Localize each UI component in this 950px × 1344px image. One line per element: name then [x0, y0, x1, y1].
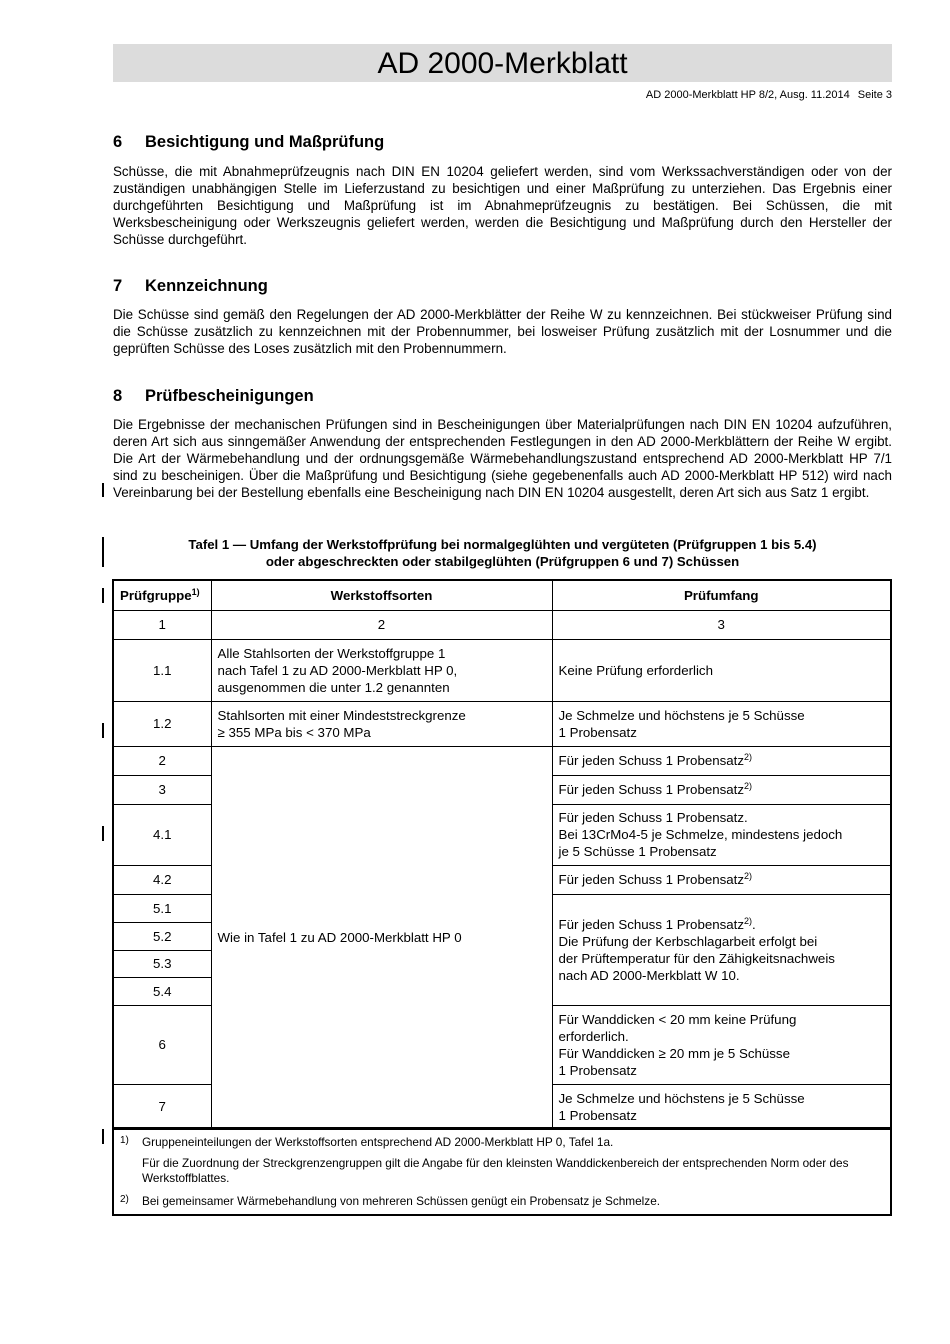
table-row	[113, 639, 891, 701]
change-bar	[102, 723, 104, 738]
footnote-ref: 2)	[744, 752, 753, 762]
footnote-ref: 2)	[744, 871, 753, 881]
table-header-row	[113, 580, 891, 610]
section-title: Prüfbescheinigungen	[145, 387, 314, 405]
column-number: 3	[552, 610, 891, 639]
group-cell: 3	[113, 775, 211, 804]
section-text-7: Die Schüsse sind gemäß den Regelungen der AD 2000-Merkblätter der Reihe W zu kennzeichnen. Bei stückweiser Prüfung sind die Schüsse zusätzlich zu kennzeichnen mit der Probennummer, bei losweiser Prüfung zusätzlich mit der Losnummer und die geprüften Schüsse des Loses zusätzlich mit den Probennummern.	[113, 307, 892, 356]
change-bar	[102, 588, 104, 603]
table-footnotes	[112, 1127, 892, 1216]
group-cell: 5.2	[113, 922, 211, 950]
change-bar	[102, 826, 104, 841]
section-number: 6	[113, 133, 123, 151]
section-text-6: Schüsse, die mit Abnahmeprüfzeugnis nach DIN EN 10204 geliefert werden, sind vom Werkssachverständigen oder von der zuständigen unabhängigen Stelle im Lieferzustand zu besichtigen und einer Maßprüfung zu unterziehen. Das Ergebnis einer durchgeführten Besichtigung und Maßprüfung ist im Abnahmeprüfzeugnis zu bestätigen. Bei Schüssen, die mit Werksbescheinigung oder Werkszeugnis geliefert werden, werden die Besichtigung und Maßprüfung durch den Hersteller der Schüsse durchgeführt.	[113, 164, 892, 247]
grade-cell: Alle Stahlsorten der Werkstoffgruppe 1 nach Tafel 1 zu AD 2000-Merkblatt HP 0, ausgenommen die unter 1.2 genannten	[211, 639, 552, 701]
table-column-number-row	[113, 610, 891, 639]
test-scope-table	[112, 579, 892, 1130]
group-cell: 6	[113, 1005, 211, 1084]
table-caption	[113, 536, 892, 570]
header-pruefgruppe: Prüfgruppe$^{1)}$	[113, 580, 211, 610]
page-number: Seite 3	[857, 89, 892, 101]
group-cell: 2	[113, 746, 211, 775]
scope-cell: Für jeden Schuss 1 Probensatz$^{2)}$	[552, 746, 891, 775]
section-text-8: Die Ergebnisse der mechanischen Prüfungen sind in Bescheinigungen über Materialprüfungen nach DIN EN 10204 aufzuführen, deren Art sich aus sinngemäßer Anwendung der entsprechenden Festlegungen in den AD 2000-Merkblättern der Reihe W ergibt. Die Art der Wärmebehandlung und der ordnungsgemäße Wärmebehandlungszustand entsprechend AD 2000-Merkblatt HP 7/1 sind zu bescheinigen. Über die Maßprüfung und Besichtigung (siehe gegebenenfalls auch AD 2000-Merkblatt HP 512) wird nach Vereinbarung bei der Bestellung ebenfalls eine Bescheinigung nach DIN EN 10204 ausgestellt, deren Art sich aus Satz 1 ergibt.	[113, 417, 892, 500]
scope-cell: Je Schmelze und höchstens je 5 Schüsse 1 Probensatz	[552, 701, 891, 746]
merged-grade-cell: Wie in Tafel 1 zu AD 2000-Merkblatt HP 0	[211, 746, 552, 1129]
doc-id: AD 2000-Merkblatt HP 8/2, Ausg. 11.2014	[645, 89, 850, 101]
section-heading-6	[113, 133, 384, 152]
section-heading-7	[113, 277, 268, 296]
group-cell: 7	[113, 1084, 211, 1129]
footnote-ref: 2)	[744, 781, 753, 791]
section-number: 8	[113, 387, 123, 405]
section-title: Kennzeichnung	[145, 277, 268, 295]
group-cell: 5.1	[113, 894, 211, 922]
document-reference	[646, 89, 892, 101]
change-bar	[102, 537, 104, 567]
change-bar	[102, 483, 104, 497]
scope-cell: Für jeden Schuss 1 Probensatz$^{2)}$	[552, 865, 891, 894]
scope-cell: Keine Prüfung erforderlich	[552, 639, 891, 701]
section-number: 7	[113, 277, 123, 295]
section-title: Besichtigung und Maßprüfung	[145, 133, 385, 151]
header-pruefumfang: Prüfumfang	[552, 580, 891, 610]
table-row	[113, 746, 891, 775]
footnote-ref: 1)	[191, 586, 200, 597]
footnote-text: Für die Zuordnung der Streckgrenzengruppen gilt die Angabe für den kleinsten Wanddickenbereich der entsprechenden Norm oder des Werkstoffblattes.	[142, 1156, 849, 1185]
column-number: 2	[211, 610, 552, 639]
group-cell: 4.2	[113, 865, 211, 894]
caption-line: oder abgeschreckten oder stabilgeglühten (Prüfgruppen 6 und 7) Schüssen	[265, 554, 740, 569]
scope-cell: Für Wanddicken < 20 mm keine Prüfung erforderlich. Für Wanddicken ≥ 20 mm je 5 Schüsse 1 Probensatz	[552, 1005, 891, 1084]
column-number: 1	[113, 610, 211, 639]
group-cell: 5.3	[113, 950, 211, 977]
group-cell: 1.2	[113, 701, 211, 746]
group-cell: 4.1	[113, 804, 211, 865]
table-row	[113, 701, 891, 746]
document-title: AD 2000-Merkblatt	[113, 44, 892, 82]
scope-cell: Je Schmelze und höchstens je 5 Schüsse 1 Probensatz	[552, 1084, 891, 1129]
footnote-text: Gruppeneinteilungen der Werkstoffsorten entsprechend AD 2000-Merkblatt HP 0, Tafel 1a.	[142, 1135, 614, 1149]
grade-cell: Stahlsorten mit einer Mindeststreckgrenze ≥ 355 MPa bis < 370 MPa	[211, 701, 552, 746]
scope-cell-group-5: Für jeden Schuss 1 Probensatz$^{2)}$. Die Prüfung der Kerbschlagarbeit erfolgt bei der Prüftemperatur für den Zähigkeitsnachweis nach AD 2000-Merkblatt W 10.	[552, 894, 891, 1005]
footnote-text: Bei gemeinsamer Wärmebehandlung von mehreren Schüssen genügt ein Probensatz je Schmelze.	[142, 1194, 661, 1208]
scope-cell: Für jeden Schuss 1 Probensatz$^{2)}$	[552, 775, 891, 804]
section-heading-8	[113, 387, 314, 406]
header-werkstoffsorten: Werkstoffsorten	[211, 580, 552, 610]
footnote-mark: 2)	[120, 1194, 129, 1205]
group-cell: 5.4	[113, 977, 211, 1005]
footnote-ref: 2)	[744, 915, 753, 926]
caption-line: Tafel 1 — Umfang der Werkstoffprüfung bei normalgeglühten und vergüteten (Prüfgruppen 1 bis 5.4)	[188, 537, 817, 552]
group-cell: 1.1	[113, 639, 211, 701]
scope-cell: Für jeden Schuss 1 Probensatz. Bei 13CrMo4-5 je Schmelze, mindestens jedoch je 5 Schüsse 1 Probensatz	[552, 804, 891, 865]
footnote-mark: 1)	[120, 1135, 129, 1146]
change-bar	[102, 1129, 104, 1144]
